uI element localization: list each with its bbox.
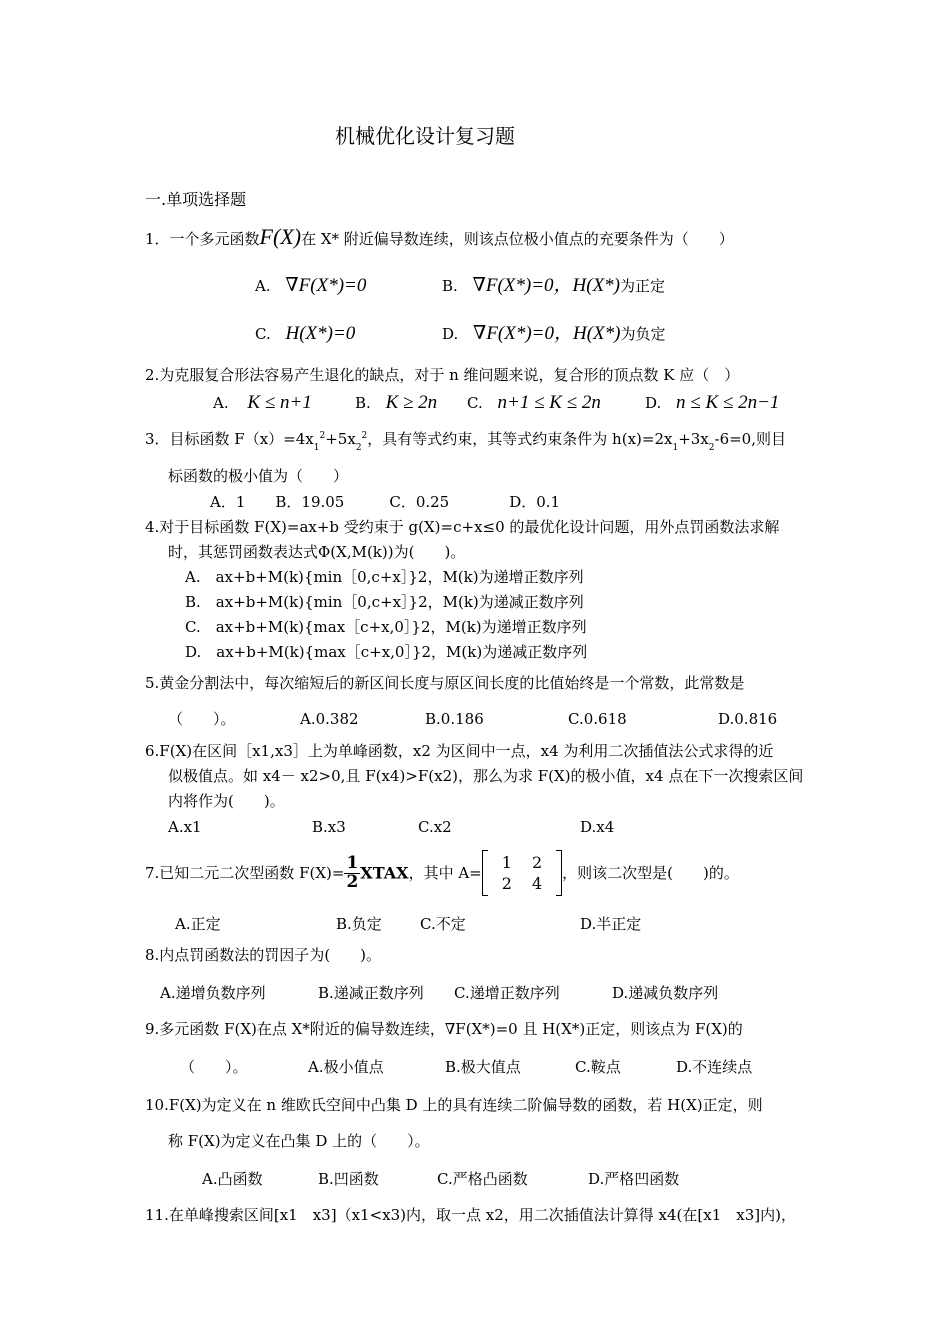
q7-frac-den: 2 bbox=[346, 871, 359, 892]
q2-option-d-expr: n ≤ K ≤ 2n−1 bbox=[676, 392, 780, 413]
q10-option-b: B.凹函数 bbox=[318, 1170, 379, 1188]
q6-line-3: 内将作为( )。 bbox=[168, 792, 285, 810]
q9-option-c: C.鞍点 bbox=[575, 1058, 621, 1076]
question-1 bbox=[145, 226, 734, 248]
q1-option-d-expr: ∇F(X*)=0，H(X*) bbox=[473, 323, 621, 344]
q7-option-c: C.不定 bbox=[420, 915, 466, 933]
q6-option-d: D.x4 bbox=[580, 818, 615, 836]
q6-option-b: B.x3 bbox=[312, 818, 346, 836]
section-heading: 一.单项选择题 bbox=[145, 190, 247, 209]
question-5: 5.黄金分割法中，每次缩短后的新区间长度与原区间长度的比值始终是一个常数，此常数是 bbox=[145, 674, 745, 692]
question-6: 6.F(X)在区间［x1,x3］上为单峰函数，x2 为区间中一点，x4 为利用二次插值法公式求得的近 bbox=[145, 742, 774, 760]
q10-option-a: A.凸函数 bbox=[202, 1170, 263, 1188]
q3-stem-b: +5x bbox=[325, 430, 356, 448]
q3-line-2: 标函数的极小值为（ ） bbox=[168, 467, 349, 485]
q1-option-a-expr: ∇F(X*)=0 bbox=[285, 275, 367, 296]
q2-option-b bbox=[355, 393, 437, 412]
question-11: 11.在单峰搜索区间[x1 x3]（x1<x3)内，取一点 x2，用二次插值法计算得 x4(在[x1 x3]内)， bbox=[145, 1206, 796, 1224]
q8-option-a: A.递增负数序列 bbox=[160, 984, 266, 1002]
q7-stem-c: ，其中 A= bbox=[408, 864, 482, 883]
q5-blank: （ ）。 bbox=[168, 710, 236, 728]
matrix-cell: 1 bbox=[501, 853, 512, 872]
q2-option-c-label: C. bbox=[467, 394, 483, 412]
q3-stem-d: +3x bbox=[678, 430, 709, 448]
q3-sub: 1 bbox=[672, 443, 679, 453]
q2-option-b-label: B. bbox=[355, 394, 371, 412]
q9-option-d: D.不连续点 bbox=[676, 1058, 753, 1076]
q1-option-c-label: C. bbox=[255, 325, 271, 343]
q7-option-b: B.负定 bbox=[336, 915, 382, 933]
q7-frac-num: 1 bbox=[346, 852, 359, 873]
q1-option-a-label: A. bbox=[255, 277, 271, 295]
q3-stem-a: 3．目标函数 F（x）=4x bbox=[145, 430, 314, 448]
q10-option-d: D.严格凹函数 bbox=[588, 1170, 680, 1188]
q4-line-2: 时，其惩罚函数表达式Φ(X,M(k))为( )。 bbox=[168, 543, 466, 561]
q7-matrix bbox=[482, 850, 562, 896]
q7-stem-d: ，则该二次型是( )的。 bbox=[562, 864, 739, 883]
q7-stem-a: 7.已知二元二次型函数 F(X)= bbox=[145, 864, 345, 883]
q6-option-a: A.x1 bbox=[168, 818, 202, 836]
q9-blank: （ ）。 bbox=[180, 1058, 248, 1076]
q5-option-b: B.0.186 bbox=[425, 710, 484, 728]
q2-option-d-label: D. bbox=[645, 394, 662, 412]
q1-option-d bbox=[442, 324, 666, 343]
q9-option-b: B.极大值点 bbox=[445, 1058, 521, 1076]
q7-stem-b: XTAX bbox=[360, 863, 409, 883]
q3-sub: 2 bbox=[708, 443, 715, 453]
q3-options: A．1 B．19.05 C．0.25 D．0.1 bbox=[210, 493, 561, 511]
q2-option-a-label: A. bbox=[213, 394, 229, 412]
q1-option-c bbox=[255, 324, 355, 343]
q1-option-b-tail: 为正定 bbox=[620, 277, 666, 295]
q1-option-b-expr: ∇F(X*)=0，H(X*) bbox=[472, 275, 621, 296]
q3-stem-c: ，具有等式约束，其等式约束条件为 h(x)=2x bbox=[367, 430, 673, 448]
q10-option-c: C.严格凸函数 bbox=[437, 1170, 528, 1188]
q2-option-c-expr: n+1 ≤ K ≤ 2n bbox=[497, 392, 601, 413]
question-2: 2.为克服复合形法容易产生退化的缺点，对于 n 维问题来说，复合形的顶点数 K 应（ ） bbox=[145, 366, 740, 384]
q4-option-d: D. ax+b+M(k){max［c+x,0］}2，M(k)为递减正数序列 bbox=[185, 643, 588, 661]
q1-func: F(X) bbox=[259, 224, 302, 249]
q2-option-d bbox=[645, 393, 779, 412]
q3-sub: 2 bbox=[355, 443, 362, 453]
q8-option-c: C.递增正数序列 bbox=[454, 984, 560, 1002]
q3-sub: 1 bbox=[313, 443, 320, 453]
q8-option-d: D.递减负数序列 bbox=[612, 984, 719, 1002]
question-8: 8.内点罚函数法的罚因子为( )。 bbox=[145, 946, 382, 964]
q2-option-b-expr: K ≥ 2n bbox=[385, 392, 438, 413]
q6-line-2: 似极值点。如 x4－ x2>0,且 F(x4)>F(x2)，那么为求 F(X)的极小值，x4 点在下一次搜索区间 bbox=[168, 767, 804, 785]
q5-option-a: A.0.382 bbox=[300, 710, 359, 728]
q3-sup: 2 bbox=[319, 431, 326, 441]
q1-option-d-tail: 为负定 bbox=[620, 325, 666, 343]
q5-option-c: C.0.618 bbox=[568, 710, 627, 728]
q4-option-b: B. ax+b+M(k){min［0,c+x］}2，M(k)为递减正数序列 bbox=[185, 593, 584, 611]
q7-option-d: D.半正定 bbox=[580, 915, 642, 933]
page-title: 机械优化设计复习题 bbox=[335, 124, 515, 148]
q1-stem-a: 1．一个多元函数 bbox=[145, 230, 260, 248]
q5-option-d: D.0.816 bbox=[718, 710, 778, 728]
q10-line-2: 称 F(X)为定义在凸集 D 上的（ ）。 bbox=[168, 1132, 430, 1150]
matrix-cell: 4 bbox=[531, 874, 543, 894]
q4-option-c: C. ax+b+M(k){max［c+x,0］}2，M(k)为递增正数序列 bbox=[185, 618, 587, 636]
question-10: 10.F(X)为定义在 n 维欧氏空间中凸集 D 上的具有连续二阶偏导数的函数，若 H(X)正定，则 bbox=[145, 1096, 763, 1114]
q2-option-c bbox=[467, 393, 601, 412]
q1-option-b bbox=[442, 276, 665, 295]
matrix-cell: 2 bbox=[501, 874, 512, 894]
q3-stem-e: -6=0,则目 bbox=[714, 430, 786, 448]
question-7 bbox=[145, 850, 739, 896]
q1-stem-b: 在 X* 附近偏导数连续，则该点位极小值点的充要条件为（ ） bbox=[301, 230, 734, 248]
q9-option-a: A.极小值点 bbox=[308, 1058, 384, 1076]
matrix-cell: 2 bbox=[531, 853, 543, 872]
q1-option-b-label: B. bbox=[442, 277, 458, 295]
q1-option-d-label: D. bbox=[442, 325, 459, 343]
q2-option-a-expr: K ≤ n+1 bbox=[247, 392, 312, 413]
q7-option-a: A.正定 bbox=[175, 915, 221, 933]
q1-option-a bbox=[255, 276, 366, 295]
q2-option-a bbox=[213, 393, 312, 412]
q8-option-b: B.递减正数序列 bbox=[318, 984, 424, 1002]
q1-option-c-expr: H(X*)=0 bbox=[285, 323, 356, 344]
q7-fraction bbox=[344, 852, 360, 892]
question-9: 9.多元函数 F(X)在点 X*附近的偏导数连续，∇F(X*)=0 且 H(X*)正定，则该点为 F(X)的 bbox=[145, 1020, 743, 1038]
q3-sup: 2 bbox=[361, 431, 368, 441]
q6-option-c: C.x2 bbox=[418, 818, 452, 836]
question-4: 4.对于目标函数 F(X)=ax+b 受约束于 g(X)=c+x≤0 的最优化设计问题，用外点罚函数法求解 bbox=[145, 518, 780, 536]
question-3 bbox=[145, 430, 786, 453]
q4-option-a: A. ax+b+M(k){min［0,c+x］}2，M(k)为递增正数序列 bbox=[185, 568, 584, 586]
